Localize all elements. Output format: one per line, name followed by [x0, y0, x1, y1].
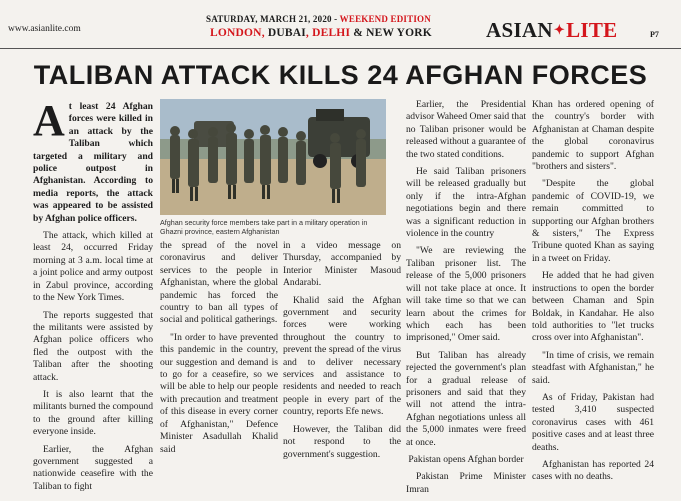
paragraph: "In order to have prevented this pandemic in the country, our suggestion and demand is to go for a ceasefire, so we will be able to help our people with precaution and treatment of this disease in every corner of Afghanistan," Defence Minister Asadullah Khalid said	[160, 331, 278, 455]
site-url[interactable]: www.asianlite.com	[8, 24, 81, 34]
news-photo	[160, 99, 386, 215]
column-3	[283, 240, 401, 466]
paragraph: Afghanistan has reported 24 cases with no deaths.	[532, 458, 654, 483]
paragraph: However, the Taliban did not respond to the government's suggestion.	[283, 423, 401, 460]
masthead	[0, 0, 681, 60]
brand-left: ASIAN	[486, 18, 553, 42]
paragraph: in a video message on Thursday, accompanied by Interior Minister Masoud Andarabi.	[283, 240, 401, 289]
photo-caption: Afghan security force members take part in a military operation in Ghazni province, eastern Afghanistan	[160, 218, 368, 236]
paragraph: Pakistan Prime Minister Imran	[406, 471, 526, 495]
paragraph: "Despite the global pandemic of COVID-19, we remain committed to supporting our Afghan brothers & sisters," The Express Tribune quoted Khan as saying in a tweet on Friday.	[532, 178, 654, 264]
column-1	[33, 96, 153, 498]
page-number: P7	[650, 30, 659, 39]
column-2	[160, 240, 278, 461]
dateline-separator: -	[331, 14, 340, 24]
city-separator: ,	[305, 27, 313, 39]
brand-logo[interactable]	[486, 18, 617, 43]
brand-right: LITE	[566, 18, 618, 42]
article-headline: TALIBAN ATTACK KILLS 24 AFGHAN FORCES	[33, 60, 648, 90]
paragraph: But Taliban has already rejected the government's plan for a gradual release of prisoners and said that they will not attend the intra-Afghan negotiations unless all the 5,000 inmates were freed at once.	[406, 349, 526, 448]
paragraph: Khan has ordered opening of the country's border with Afghanistan at Chaman despite the global coronavirus pandemic to support Afghan "brothers and sisters".	[532, 99, 654, 173]
paragraph: The reports suggested that the militants were assisted by Afghan police officers who fled the outpost with the Taliban after the shooting attack.	[33, 309, 153, 383]
paragraph: As of Friday, Pakistan had tested 3,410 suspected coronavirus cases with 461 positive cases and at least three deaths.	[532, 391, 654, 453]
drop-cap: A	[33, 96, 65, 145]
paragraph: The attack, which killed at least 24, occurred Friday morning at 3 a.m. local time at a joint police and army outpost in Zabul province, according to the New York Times.	[33, 230, 153, 304]
city-item: DELHI	[312, 27, 351, 39]
paragraph: It is also learnt that the militants burned the compound to the ground after killing everyone inside.	[33, 388, 153, 438]
city-item: NEW YORK	[366, 27, 432, 39]
city-item: LONDON	[210, 27, 262, 39]
paragraph: Khalid said the Afghan government and security forces were working throughout the country to prevent the spread of the virus and to deliver necessary services and assistance to residents and needed to reach people in every part of the country, reports Efe news.	[283, 294, 401, 418]
paragraph: the spread of the novel coronavirus and deliver services to the people in Afghanistan, where the global pandemic has forced the country to ban all types of social and political gatherings.	[160, 240, 278, 326]
paragraph: "In time of crisis, we remain steadfast with Afghanistan," he said.	[532, 349, 654, 386]
dateline	[206, 14, 431, 24]
issue-date: SATURDAY, MARCH 21, 2020	[206, 14, 332, 24]
subheading: Pakistan opens Afghan border	[408, 453, 524, 465]
brand-star-icon: ✦	[553, 22, 566, 37]
city-item: DUBAI	[267, 27, 306, 39]
lead-paragraph	[33, 96, 153, 225]
column-4	[406, 99, 526, 501]
paragraph: Earlier, the Afghan government suggested a nationwide ceasefire with the Taliban to fight	[33, 443, 153, 492]
city-list	[210, 27, 432, 39]
paragraph: He said Taliban prisoners will be released gradually but only if the intra-Afghan negotiations begin and there was a significant reduction in violence in the country	[406, 166, 526, 240]
column-5	[532, 99, 654, 489]
city-separator: ,	[261, 27, 268, 39]
paragraph: He added that he had given instructions to open the border between Chaman and Spin Boldak, in Kandahar. He also told authorities to "let trucks cross over into Afghanistan".	[532, 270, 654, 344]
edition-label: WEEKEND EDITION	[339, 14, 431, 24]
header-divider	[0, 48, 681, 49]
soldiers-illustration	[160, 99, 386, 215]
lead-text: t least 24 Afghan forces were killed in an attack by the Taliban which targeted a military and police outpost in Afghanistan. According to media reports, the attack was appeared to be assisted by Afghan police officers.	[33, 101, 153, 224]
paragraph: Earlier, the Presidential advisor Waheed Omer said that no Taliban prisoner would be released without a guarantee of the two stated conditions.	[406, 99, 527, 160]
paragraph: "We are reviewing the Taliban prisoner list. The release of the 5,000 prisoners will not take place at once. It will take time so that we can learn about the crimes for which each has been imprisoned," Omer said.	[406, 245, 526, 344]
city-separator: &	[350, 27, 367, 39]
